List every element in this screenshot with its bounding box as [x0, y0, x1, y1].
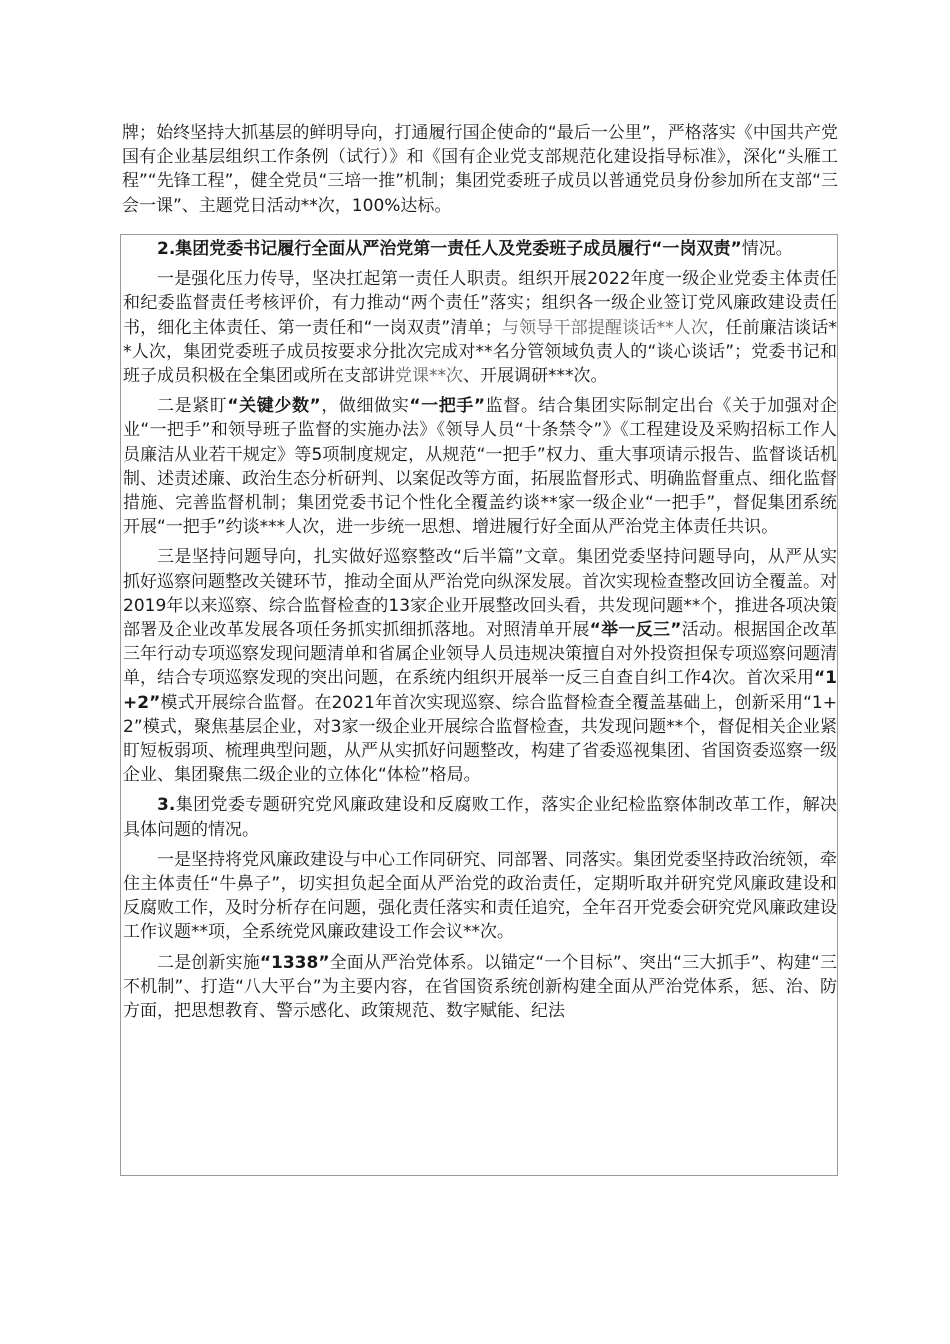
section-2-heading	[123, 237, 837, 261]
s2p1-text-e: 、开展调研***次。	[463, 366, 608, 387]
section-3-heading-number: 3.	[157, 795, 176, 816]
s2p3-text-a: 三是坚持问题导向，扎实做好巡察整改“后半篇”文章。集团党委坚持问题导向，从严从实抓好巡察问题整改关键环节，推动全面从严治党向纵深发展。首次实现检查整改回访全覆盖。对2019年以来巡察、综合监督检查的13家企业开展整改回头看，共发现问题**个，推进各项决策部署及企业改革发展各项任务抓实抓细抓落地。对照清单开展	[123, 547, 837, 641]
s3p2-text-b: “1338”	[259, 952, 330, 973]
section-3-paragraph-2	[123, 951, 837, 1024]
section-3-paragraph-1: 一是坚持将党风廉政建设与中心工作同研究、同部署、同落实。集团党委坚持政治统领，牵住主体责任“牛鼻子”，切实担负起全面从严治党的政治责任，定期听取并研究党风廉政建设和反腐败工作，及时分析存在问题，强化责任落实和责任追究，全年召开党委会研究党风廉政建设工作议题**项，全系统党风廉政建设工作会议**次。	[123, 849, 837, 943]
section-2-paragraph-2-block	[123, 394, 837, 539]
s2p2-text-b: “关键少数”	[227, 396, 321, 417]
section-2-paragraph-3-block	[123, 545, 837, 787]
section-3-heading-text: 集团党委专题研究党风廉政建设和反腐败工作，落实企业纪检监察体制改革工作，解决具体问题的情况。	[123, 795, 837, 840]
s2p1-text-c: ，任前廉洁谈话**人次，集团党委班子成员按要求分批次完成对**名分管领域负责人的“谈心谈话”；党委书记和班子成员积极在全集团或所在支部讲	[123, 317, 837, 387]
s2p2-text-c: ，做细做实	[320, 396, 410, 417]
s2p3-text-d: “1+2”	[123, 668, 837, 713]
section-2-heading-bold: 2.集团党委书记履行全面从严治党第一责任人及党委班子成员履行“一岗双责”	[157, 239, 742, 259]
section-3-heading	[123, 793, 837, 841]
section-3-heading-block	[123, 793, 837, 841]
s3p2-text-a: 二是创新实施	[157, 952, 260, 973]
section-3-paragraph-1-block	[123, 848, 837, 945]
s2p2-text-d: “一把手”	[409, 396, 486, 417]
content-box	[120, 234, 838, 1176]
section-2-paragraph-1-block	[123, 267, 837, 388]
section-2-paragraph-2	[123, 394, 837, 539]
section-3-paragraph-2-block	[123, 951, 837, 1024]
s2p1-text-a: 一是强化压力传导，坚决扛起第一责任人职责。组织开展2022年度一级企业党委主体责任和纪委监督责任考核评价，有力推动“两个责任”落实；组织各一级企业签订党风廉政建设责任书，细化主体责任、第一责任和“一岗双责”清单；	[123, 269, 837, 338]
s2p3-text-b: “举一反三”	[589, 620, 682, 641]
intro-paragraph: 牌；始终坚持大抓基层的鲜明导向，打通履行国企使命的“最后一公里”，严格落实《中国共产党国有企业基层组织工作条例（试行）》和《国有企业党支部规范化建设指导标准》，深化“头雁工程”“先锋工程”，健全党员“三培一推”机制；集团党委班子成员以普通党员身份参加所在支部“三会一课”、主题党日活动**次，100%达标。	[122, 123, 838, 216]
s2p1-text-b: 与领导干部提醒谈话**人次	[501, 317, 709, 338]
s2p3-text-e: 模式开展综合监督。在2021年首次实现巡察、综合监督检查全覆盖基础上，创新采用“1+2”模式，聚焦基层企业，对3家一级企业开展综合监督检查，共发现问题**个，督促相关企业紧盯短板弱项、梳理典型问题，从严从实抓好问题整改，构建了省委巡视集团、省国资委巡察一级企业、集团聚焦二级企业的立体化“体检”格局。	[123, 692, 837, 786]
section-2-heading-block	[123, 237, 837, 261]
s2p2-text-a: 二是紧盯	[157, 396, 228, 417]
section-2-heading-rest: 情况。	[741, 239, 793, 259]
section-2-paragraph-3	[123, 545, 837, 787]
intro-paragraph-block	[122, 121, 838, 218]
section-2-paragraph-1	[123, 267, 837, 388]
s3p2-text-c: 全面从严治党体系。以锚定“一个目标”、突出“三大抓手”、构建“三不机制”、打造“八大平台”为主要内容，在省国资系统创新构建全面从严治党体系，惩、治、防方面，把思想教育、警示感化、政策规范、数字赋能、纪法	[123, 952, 837, 1022]
s2p3-text-c: 活动。根据国企改革三年行动专项巡察发现问题清单和省属企业领导人员违规决策擅自对外投资担保专项巡察问题清单，结合专项巡察发现的突出问题，在系统内组织开展举一反三自查自纠工作4次。首次采用	[123, 620, 837, 689]
s2p1-text-d: 党课**次	[395, 366, 463, 387]
s2p2-text-e: 监督。结合集团实际制定出台《关于加强对企业“一把手”和领导班子监督的实施办法》《领导人员“十条禁令”》《工程建设及采购招标工作人员廉洁从业若干规定》等5项制度规定，从规范“一把手”权力、重大事项请示报告、监督谈话机制、述责述廉、政治生态分析研判、以案促改等方面，拓展监督形式、明确监督重点、细化监督措施、完善监督机制；集团党委书记个性化全覆盖约谈**家一级企业“一把手”，督促集团系统开展“一把手”约谈***人次，进一步统一思想、增进履行好全面从严治党主体责任共识。	[123, 396, 838, 538]
